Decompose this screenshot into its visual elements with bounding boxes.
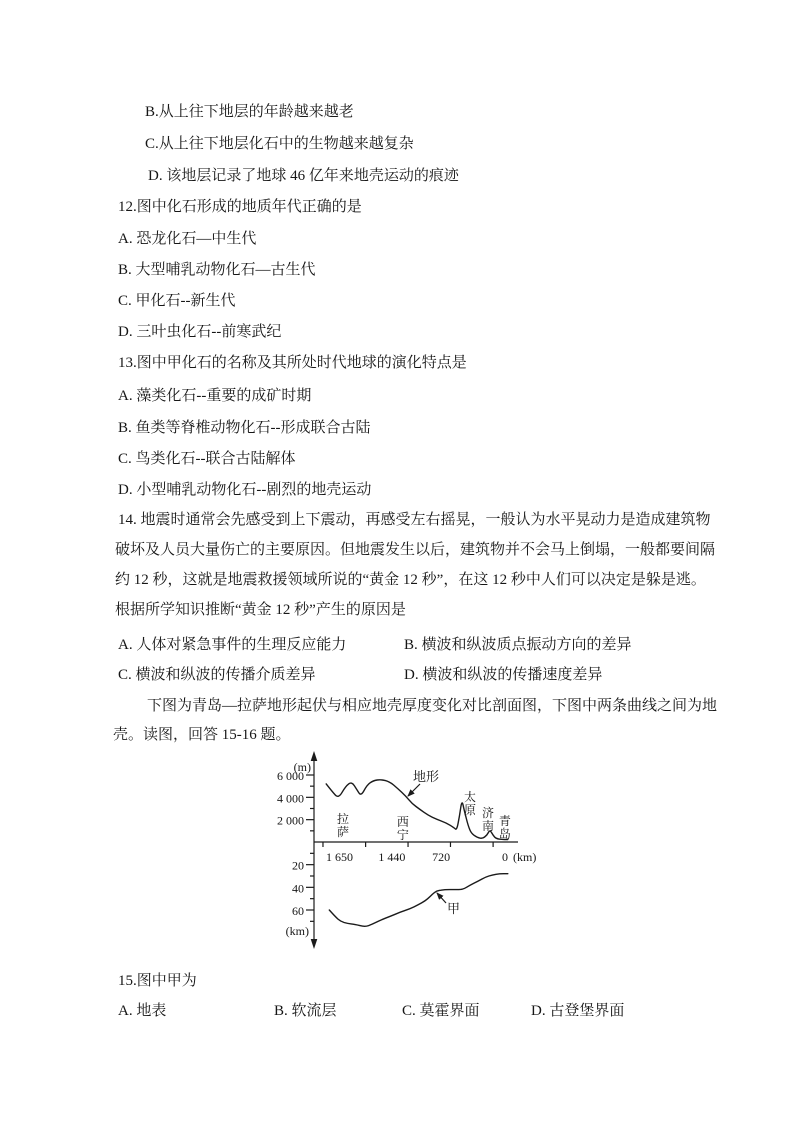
q13-stem: 13.图中甲化石的名称及其所处时代地球的演化特点是 [118,355,467,371]
elevation-tick-label: 6 000 [277,769,304,783]
depth-unit-label: (km) [285,924,309,938]
q13-option-a: A. 藻类化石--重要的成矿时期 [118,388,312,404]
city-label: 太原 [464,790,477,817]
terrain-annotation-arrow [408,784,420,796]
distance-tick-label: 1 650 [326,850,353,864]
intro-15-16-line-2: 壳。读图，回答 15-16 题。 [113,727,291,743]
q13-option-d: D. 小型哺乳动物化石--剧烈的地壳运动 [118,482,372,498]
moho-depth-curve [329,874,508,927]
moho-annotation-label: 甲 [447,901,461,916]
q15-option-a: A. 地表 [118,1003,167,1019]
q11-option-d: D. 该地层记录了地球 46 亿年来地壳运动的痕迹 [148,168,459,184]
city-label: 青岛 [498,814,511,841]
q14-stem-line-2: 破坏及人员大量伤亡的主要原因。但地震发生以后，建筑物并不会马上倒塌，一般都要间隔 [115,542,716,558]
q13-option-b: B. 鱼类等脊椎动物化石--形成联合古陆 [118,420,371,436]
distance-tick-label: 0 [501,850,508,864]
terrain-curve [326,780,508,840]
q14-stem-line-1: 14. 地震时通常会先感受到上下震动，再感受左右摇晃，一般认为水平晃动力是造成建筑物 [118,512,711,528]
terrain-annotation-label: 地形 [413,769,440,784]
distance-unit-label: (km) [513,850,537,864]
q15-stem: 15.图中甲为 [118,973,197,989]
q14-option-a: A. 人体对紧急事件的生理反应能力 [118,637,347,653]
distance-tick-label: 1 440 [378,850,406,864]
q13-option-c: C. 鸟类化石--联合古陆解体 [118,451,296,467]
depth-tick-label: 60 [292,904,304,918]
city-label: 西宁 [396,815,409,842]
intro-15-16-line-1: 下图为青岛—拉萨地形起伏与相应地壳厚度变化对比剖面图，下图中两条曲线之间为地 [147,698,718,714]
q14-stem-line-4: 根据所学知识推断“黄金 12 秒”产生的原因是 [115,602,406,618]
elevation-unit-label: (m) [293,760,311,774]
q14-option-b: B. 横波和纵波质点振动方向的差异 [404,637,632,653]
elevation-tick-label: 4 000 [277,791,304,806]
q11-option-b: B.从上往下地层的年龄越来越老 [145,104,354,120]
q14-option-d: D. 横波和纵波的传播速度差异 [404,667,603,683]
city-label: 拉萨 [336,812,349,839]
depth-tick-label: 40 [292,881,304,896]
city-label: 济南 [482,806,495,833]
q12-option-d: D. 三叶虫化石--前寒武纪 [118,324,282,340]
q12-option-c: C. 甲化石--新生代 [118,293,236,309]
terrain-crust-profile-chart [270,745,560,960]
axis-up-arrow [311,751,318,761]
q11-option-c: C.从上往下地层化石中的生物越来越复杂 [145,136,414,152]
q12-stem: 12.图中化石形成的地质年代正确的是 [118,199,362,215]
axis-down-arrow [311,939,318,949]
q12-option-b: B. 大型哺乳动物化石—古生代 [118,262,316,278]
moho-annotation-arrow [437,893,446,903]
q15-option-d: D. 古登堡界面 [531,1003,625,1019]
depth-tick-label: 20 [292,858,304,873]
q15-option-b: B. 软流层 [274,1003,337,1019]
q14-stem-line-3: 约 12 秒，这就是地震救援领域所说的“黄金 12 秒”，在这 12 秒中人们可以决定是躲是逃。 [115,572,706,588]
q15-option-c: C. 莫霍界面 [402,1003,480,1019]
chart-render-group [277,751,536,949]
q14-option-c: C. 横波和纵波的传播介质差异 [118,667,316,683]
q12-option-a: A. 恐龙化石—中生代 [118,231,257,247]
elevation-tick-label: 2 000 [277,813,304,828]
distance-tick-label: 720 [432,850,451,864]
